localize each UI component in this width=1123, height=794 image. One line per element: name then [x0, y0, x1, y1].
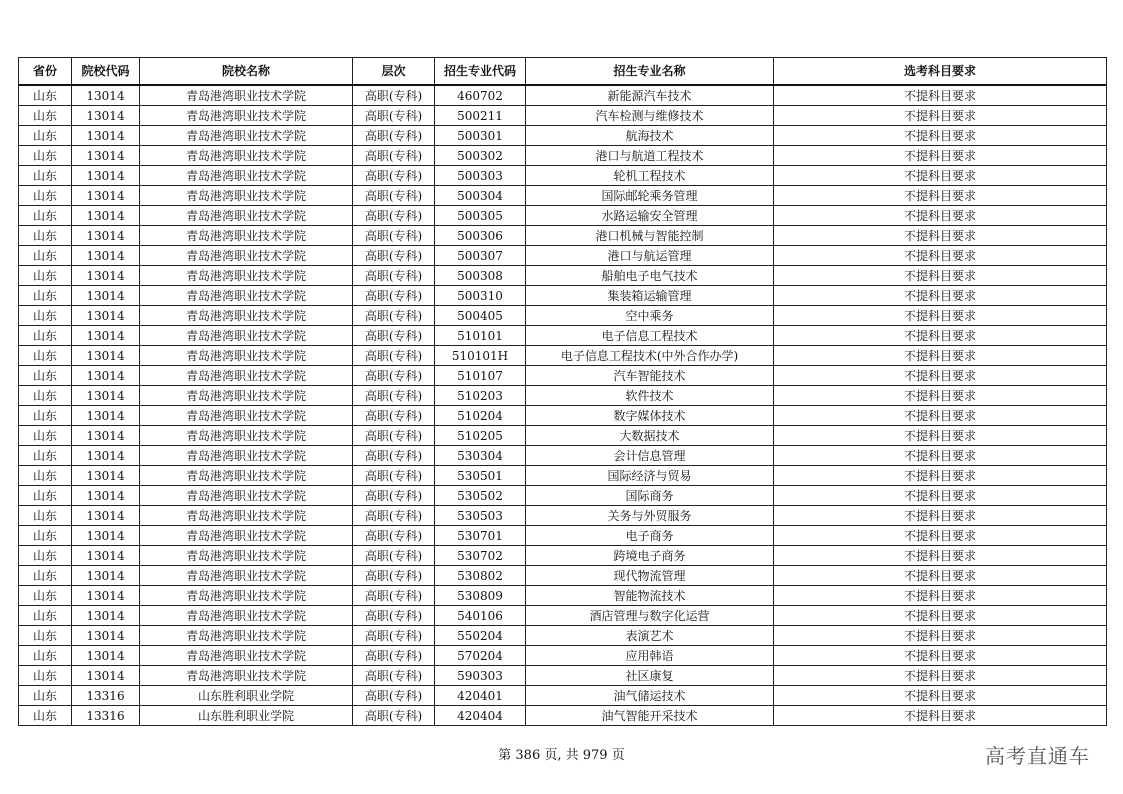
cell-subject-requirement: 不提科目要求: [774, 666, 1107, 686]
cell-province: 山东: [19, 566, 72, 586]
table-row: [19, 286, 1107, 306]
cell-major-code: 420401: [435, 686, 526, 706]
table-row: [19, 426, 1107, 446]
enrollment-table: [18, 57, 1107, 726]
cell-major-code: 590303: [435, 666, 526, 686]
cell-major-name: 表演艺术: [526, 626, 774, 646]
cell-subject-requirement: 不提科目要求: [774, 366, 1107, 386]
cell-major-name: 集装箱运输管理: [526, 286, 774, 306]
cell-subject-requirement: 不提科目要求: [774, 266, 1107, 286]
cell-school-code: 13014: [72, 106, 140, 126]
cell-school-code: 13014: [72, 226, 140, 246]
cell-province: 山东: [19, 126, 72, 146]
cell-province: 山东: [19, 586, 72, 606]
table-row: [19, 466, 1107, 486]
cell-subject-requirement: 不提科目要求: [774, 226, 1107, 246]
cell-school-code: 13014: [72, 466, 140, 486]
cell-major-name: 应用韩语: [526, 646, 774, 666]
page-number: 第 386 页, 共 979 页: [498, 748, 625, 763]
cell-school-name: 青岛港湾职业技术学院: [140, 246, 353, 266]
cell-major-name: 电子商务: [526, 526, 774, 546]
cell-school-name: 青岛港湾职业技术学院: [140, 506, 353, 526]
cell-subject-requirement: 不提科目要求: [774, 85, 1107, 106]
cell-school-code: 13014: [72, 526, 140, 546]
cell-level: 高职(专科): [353, 426, 435, 446]
header-province: 省份: [19, 58, 72, 86]
cell-subject-requirement: 不提科目要求: [774, 166, 1107, 186]
cell-level: 高职(专科): [353, 146, 435, 166]
cell-major-name: 港口与航运管理: [526, 246, 774, 266]
cell-level: 高职(专科): [353, 306, 435, 326]
cell-province: 山东: [19, 266, 72, 286]
cell-school-name: 青岛港湾职业技术学院: [140, 226, 353, 246]
cell-level: 高职(专科): [353, 546, 435, 566]
cell-major-code: 540106: [435, 606, 526, 626]
cell-level: 高职(专科): [353, 366, 435, 386]
cell-major-code: 500301: [435, 126, 526, 146]
header-school-name: 院校名称: [140, 58, 353, 86]
cell-major-code: 510204: [435, 406, 526, 426]
table-row: [19, 206, 1107, 226]
cell-school-name: 青岛港湾职业技术学院: [140, 266, 353, 286]
cell-province: 山东: [19, 546, 72, 566]
cell-province: 山东: [19, 186, 72, 206]
table-row: [19, 686, 1107, 706]
cell-major-name: 汽车智能技术: [526, 366, 774, 386]
cell-school-name: 青岛港湾职业技术学院: [140, 306, 353, 326]
cell-subject-requirement: 不提科目要求: [774, 426, 1107, 446]
cell-school-name: 青岛港湾职业技术学院: [140, 346, 353, 366]
header-row: [19, 58, 1107, 86]
table-row: [19, 586, 1107, 606]
cell-province: 山东: [19, 506, 72, 526]
cell-school-name: 青岛港湾职业技术学院: [140, 526, 353, 546]
cell-major-name: 国际商务: [526, 486, 774, 506]
table-body: [19, 85, 1107, 726]
cell-major-code: 420404: [435, 706, 526, 726]
cell-school-name: 青岛港湾职业技术学院: [140, 326, 353, 346]
cell-province: 山东: [19, 706, 72, 726]
cell-school-name: 青岛港湾职业技术学院: [140, 106, 353, 126]
cell-school-code: 13014: [72, 246, 140, 266]
cell-school-code: 13014: [72, 346, 140, 366]
table-row: [19, 306, 1107, 326]
cell-subject-requirement: 不提科目要求: [774, 286, 1107, 306]
cell-major-code: 500405: [435, 306, 526, 326]
cell-school-name: 青岛港湾职业技术学院: [140, 446, 353, 466]
cell-major-name: 船舶电子电气技术: [526, 266, 774, 286]
cell-major-name: 汽车检测与维修技术: [526, 106, 774, 126]
cell-level: 高职(专科): [353, 686, 435, 706]
cell-level: 高职(专科): [353, 346, 435, 366]
cell-subject-requirement: 不提科目要求: [774, 146, 1107, 166]
header-subject-requirement: 选考科目要求: [774, 58, 1107, 86]
cell-subject-requirement: 不提科目要求: [774, 626, 1107, 646]
cell-school-code: 13014: [72, 146, 140, 166]
cell-school-code: 13014: [72, 606, 140, 626]
cell-province: 山东: [19, 106, 72, 126]
cell-major-name: 软件技术: [526, 386, 774, 406]
cell-major-name: 水路运输安全管理: [526, 206, 774, 226]
table-row: [19, 266, 1107, 286]
cell-subject-requirement: 不提科目要求: [774, 466, 1107, 486]
cell-subject-requirement: 不提科目要求: [774, 406, 1107, 426]
cell-subject-requirement: 不提科目要求: [774, 546, 1107, 566]
table-row: [19, 646, 1107, 666]
cell-school-code: 13014: [72, 366, 140, 386]
cell-major-name: 电子信息工程技术: [526, 326, 774, 346]
table-row: [19, 446, 1107, 466]
cell-level: 高职(专科): [353, 286, 435, 306]
cell-school-name: 青岛港湾职业技术学院: [140, 386, 353, 406]
cell-subject-requirement: 不提科目要求: [774, 706, 1107, 726]
table-row: [19, 606, 1107, 626]
cell-school-code: 13014: [72, 326, 140, 346]
cell-major-name: 跨境电子商务: [526, 546, 774, 566]
cell-province: 山东: [19, 146, 72, 166]
cell-subject-requirement: 不提科目要求: [774, 306, 1107, 326]
header-school-code: 院校代码: [72, 58, 140, 86]
table-header: [19, 58, 1107, 86]
table-row: [19, 146, 1107, 166]
cell-major-name: 油气储运技术: [526, 686, 774, 706]
cell-province: 山东: [19, 466, 72, 486]
cell-school-name: 青岛港湾职业技术学院: [140, 186, 353, 206]
cell-major-code: 530501: [435, 466, 526, 486]
cell-level: 高职(专科): [353, 386, 435, 406]
cell-school-name: 青岛港湾职业技术学院: [140, 566, 353, 586]
cell-level: 高职(专科): [353, 85, 435, 106]
cell-level: 高职(专科): [353, 206, 435, 226]
table-row: [19, 506, 1107, 526]
cell-school-code: 13014: [72, 486, 140, 506]
cell-school-code: 13014: [72, 206, 140, 226]
cell-major-code: 530304: [435, 446, 526, 466]
cell-major-code: 500307: [435, 246, 526, 266]
cell-major-name: 关务与外贸服务: [526, 506, 774, 526]
cell-major-name: 社区康复: [526, 666, 774, 686]
cell-school-name: 青岛港湾职业技术学院: [140, 85, 353, 106]
cell-subject-requirement: 不提科目要求: [774, 346, 1107, 366]
cell-school-name: 青岛港湾职业技术学院: [140, 546, 353, 566]
table-row: [19, 326, 1107, 346]
cell-level: 高职(专科): [353, 626, 435, 646]
cell-level: 高职(专科): [353, 106, 435, 126]
cell-subject-requirement: 不提科目要求: [774, 566, 1107, 586]
cell-major-name: 数字媒体技术: [526, 406, 774, 426]
cell-school-code: 13014: [72, 626, 140, 646]
cell-province: 山东: [19, 286, 72, 306]
cell-level: 高职(专科): [353, 646, 435, 666]
cell-school-code: 13316: [72, 686, 140, 706]
cell-subject-requirement: 不提科目要求: [774, 686, 1107, 706]
cell-province: 山东: [19, 626, 72, 646]
cell-major-name: 国际经济与贸易: [526, 466, 774, 486]
cell-school-code: 13014: [72, 446, 140, 466]
cell-major-code: 510205: [435, 426, 526, 446]
cell-province: 山东: [19, 206, 72, 226]
cell-level: 高职(专科): [353, 566, 435, 586]
cell-school-name: 青岛港湾职业技术学院: [140, 166, 353, 186]
cell-major-code: 510101H: [435, 346, 526, 366]
cell-major-code: 530809: [435, 586, 526, 606]
cell-school-code: 13014: [72, 306, 140, 326]
cell-school-name: 青岛港湾职业技术学院: [140, 606, 353, 626]
cell-province: 山东: [19, 446, 72, 466]
table-row: [19, 126, 1107, 146]
cell-province: 山东: [19, 646, 72, 666]
cell-level: 高职(专科): [353, 706, 435, 726]
cell-subject-requirement: 不提科目要求: [774, 326, 1107, 346]
cell-major-name: 港口与航道工程技术: [526, 146, 774, 166]
cell-school-name: 青岛港湾职业技术学院: [140, 426, 353, 446]
cell-major-code: 530702: [435, 546, 526, 566]
cell-level: 高职(专科): [353, 326, 435, 346]
cell-school-code: 13014: [72, 406, 140, 426]
cell-major-code: 500302: [435, 146, 526, 166]
cell-major-name: 现代物流管理: [526, 566, 774, 586]
cell-level: 高职(专科): [353, 606, 435, 626]
cell-province: 山东: [19, 246, 72, 266]
cell-major-code: 530802: [435, 566, 526, 586]
cell-province: 山东: [19, 226, 72, 246]
table-row: [19, 626, 1107, 646]
cell-province: 山东: [19, 406, 72, 426]
cell-school-code: 13014: [72, 126, 140, 146]
cell-province: 山东: [19, 85, 72, 106]
cell-province: 山东: [19, 366, 72, 386]
cell-subject-requirement: 不提科目要求: [774, 106, 1107, 126]
cell-major-code: 460702: [435, 85, 526, 106]
cell-subject-requirement: 不提科目要求: [774, 386, 1107, 406]
cell-subject-requirement: 不提科目要求: [774, 206, 1107, 226]
cell-school-code: 13014: [72, 186, 140, 206]
cell-school-code: 13014: [72, 546, 140, 566]
cell-major-name: 油气智能开采技术: [526, 706, 774, 726]
cell-level: 高职(专科): [353, 246, 435, 266]
cell-subject-requirement: 不提科目要求: [774, 486, 1107, 506]
cell-school-code: 13014: [72, 666, 140, 686]
header-level: 层次: [353, 58, 435, 86]
table-row: [19, 386, 1107, 406]
cell-school-name: 青岛港湾职业技术学院: [140, 486, 353, 506]
cell-level: 高职(专科): [353, 446, 435, 466]
cell-major-code: 500305: [435, 206, 526, 226]
table-row: [19, 366, 1107, 386]
cell-major-name: 港口机械与智能控制: [526, 226, 774, 246]
cell-major-code: 500306: [435, 226, 526, 246]
cell-subject-requirement: 不提科目要求: [774, 506, 1107, 526]
cell-province: 山东: [19, 306, 72, 326]
cell-major-code: 500303: [435, 166, 526, 186]
cell-level: 高职(专科): [353, 226, 435, 246]
cell-level: 高职(专科): [353, 666, 435, 686]
table-row: [19, 406, 1107, 426]
cell-subject-requirement: 不提科目要求: [774, 186, 1107, 206]
cell-province: 山东: [19, 166, 72, 186]
cell-school-name: 青岛港湾职业技术学院: [140, 406, 353, 426]
cell-major-name: 空中乘务: [526, 306, 774, 326]
cell-major-code: 550204: [435, 626, 526, 646]
cell-major-name: 智能物流技术: [526, 586, 774, 606]
cell-major-code: 530503: [435, 506, 526, 526]
cell-school-code: 13014: [72, 286, 140, 306]
cell-major-code: 500304: [435, 186, 526, 206]
cell-subject-requirement: 不提科目要求: [774, 446, 1107, 466]
cell-major-code: 500211: [435, 106, 526, 126]
cell-school-name: 青岛港湾职业技术学院: [140, 146, 353, 166]
cell-level: 高职(专科): [353, 126, 435, 146]
table-row: [19, 186, 1107, 206]
cell-subject-requirement: 不提科目要求: [774, 606, 1107, 626]
cell-level: 高职(专科): [353, 406, 435, 426]
cell-major-code: 510203: [435, 386, 526, 406]
header-major-name: 招生专业名称: [526, 58, 774, 86]
cell-major-code: 530701: [435, 526, 526, 546]
cell-major-name: 国际邮轮乘务管理: [526, 186, 774, 206]
cell-school-name: 青岛港湾职业技术学院: [140, 626, 353, 646]
cell-major-code: 500310: [435, 286, 526, 306]
cell-subject-requirement: 不提科目要求: [774, 126, 1107, 146]
watermark-logo: 高考直通车: [985, 744, 1090, 768]
cell-school-name: 青岛港湾职业技术学院: [140, 466, 353, 486]
table-row: [19, 226, 1107, 246]
cell-level: 高职(专科): [353, 586, 435, 606]
cell-school-name: 山东胜利职业学院: [140, 686, 353, 706]
cell-province: 山东: [19, 326, 72, 346]
cell-school-name: 青岛港湾职业技术学院: [140, 286, 353, 306]
cell-school-code: 13014: [72, 646, 140, 666]
cell-level: 高职(专科): [353, 486, 435, 506]
cell-school-code: 13014: [72, 266, 140, 286]
cell-province: 山东: [19, 346, 72, 366]
table-row: [19, 486, 1107, 506]
cell-school-name: 青岛港湾职业技术学院: [140, 206, 353, 226]
cell-major-name: 轮机工程技术: [526, 166, 774, 186]
cell-level: 高职(专科): [353, 266, 435, 286]
cell-major-name: 电子信息工程技术(中外合作办学): [526, 346, 774, 366]
cell-school-name: 山东胜利职业学院: [140, 706, 353, 726]
cell-school-name: 青岛港湾职业技术学院: [140, 366, 353, 386]
cell-major-code: 530502: [435, 486, 526, 506]
cell-subject-requirement: 不提科目要求: [774, 246, 1107, 266]
cell-major-code: 510107: [435, 366, 526, 386]
cell-major-code: 500308: [435, 266, 526, 286]
table-row: [19, 106, 1107, 126]
table-row: [19, 546, 1107, 566]
cell-province: 山东: [19, 386, 72, 406]
cell-major-name: 大数据技术: [526, 426, 774, 446]
cell-subject-requirement: 不提科目要求: [774, 646, 1107, 666]
cell-major-name: 酒店管理与数字化运营: [526, 606, 774, 626]
cell-level: 高职(专科): [353, 186, 435, 206]
cell-subject-requirement: 不提科目要求: [774, 526, 1107, 546]
cell-major-code: 570204: [435, 646, 526, 666]
table-row: [19, 706, 1107, 726]
cell-level: 高职(专科): [353, 466, 435, 486]
cell-major-name: 新能源汽车技术: [526, 85, 774, 106]
cell-school-name: 青岛港湾职业技术学院: [140, 126, 353, 146]
cell-school-code: 13014: [72, 506, 140, 526]
table-row: [19, 346, 1107, 366]
cell-level: 高职(专科): [353, 506, 435, 526]
cell-level: 高职(专科): [353, 166, 435, 186]
table-row: [19, 85, 1107, 106]
cell-school-name: 青岛港湾职业技术学院: [140, 646, 353, 666]
header-major-code: 招生专业代码: [435, 58, 526, 86]
cell-school-code: 13014: [72, 566, 140, 586]
cell-school-code: 13014: [72, 85, 140, 106]
table-row: [19, 666, 1107, 686]
table-row: [19, 566, 1107, 586]
cell-school-name: 青岛港湾职业技术学院: [140, 666, 353, 686]
table-row: [19, 246, 1107, 266]
cell-school-code: 13014: [72, 586, 140, 606]
cell-province: 山东: [19, 666, 72, 686]
cell-major-code: 510101: [435, 326, 526, 346]
cell-province: 山东: [19, 526, 72, 546]
cell-level: 高职(专科): [353, 526, 435, 546]
cell-province: 山东: [19, 606, 72, 626]
cell-subject-requirement: 不提科目要求: [774, 586, 1107, 606]
cell-school-code: 13316: [72, 706, 140, 726]
cell-province: 山东: [19, 686, 72, 706]
cell-province: 山东: [19, 426, 72, 446]
cell-province: 山东: [19, 486, 72, 506]
cell-school-name: 青岛港湾职业技术学院: [140, 586, 353, 606]
cell-school-code: 13014: [72, 426, 140, 446]
cell-major-name: 会计信息管理: [526, 446, 774, 466]
table-row: [19, 166, 1107, 186]
cell-school-code: 13014: [72, 166, 140, 186]
cell-school-code: 13014: [72, 386, 140, 406]
cell-major-name: 航海技术: [526, 126, 774, 146]
table-row: [19, 526, 1107, 546]
